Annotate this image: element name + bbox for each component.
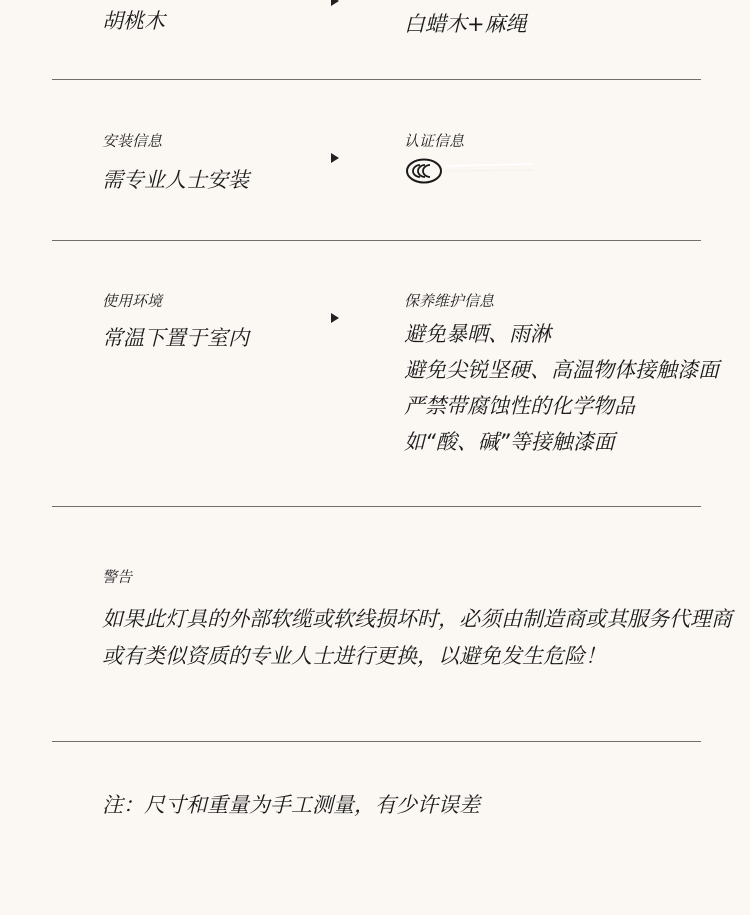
wood-type-right: 白蜡木+麻绳 xyxy=(404,12,527,36)
arrow-right-icon xyxy=(331,0,339,6)
maintenance-label: 保养维护信息 xyxy=(404,292,495,310)
divider xyxy=(52,506,701,507)
arrow-right-icon xyxy=(331,153,339,163)
wood-type-left: 胡桃木 xyxy=(102,9,165,33)
installation-label: 安装信息 xyxy=(102,132,163,150)
divider xyxy=(52,741,701,742)
maintenance-line: 避免暴晒、雨淋 xyxy=(404,322,551,346)
certification-label: 认证信息 xyxy=(404,132,465,150)
warning-line: 如果此灯具的外部软缆或软线损坏时，必须由制造商或其服务代理商 xyxy=(102,607,732,631)
divider xyxy=(52,79,701,80)
environment-value: 常温下置于室内 xyxy=(102,326,249,350)
measurement-note: 注：尺寸和重量为手工测量，有少许误差 xyxy=(102,793,480,817)
maintenance-list xyxy=(404,316,719,460)
warning-text xyxy=(102,601,732,675)
warning-line: 或有类似资质的专业人士进行更换，以避免发生危险！ xyxy=(102,644,606,668)
maintenance-line: 避免尖锐坚硬、高温物体接触漆面 xyxy=(404,358,719,382)
arrow-right-icon xyxy=(331,313,339,323)
divider xyxy=(52,240,701,241)
installation-value: 需专业人士安装 xyxy=(102,168,249,192)
warning-label: 警告 xyxy=(102,568,133,586)
maintenance-line: 如“酸、碱”等接触漆面 xyxy=(404,430,615,454)
environment-label: 使用环境 xyxy=(102,292,163,310)
maintenance-line: 严禁带腐蚀性的化学物品 xyxy=(404,394,635,418)
ccc-certification-icon xyxy=(405,158,535,184)
